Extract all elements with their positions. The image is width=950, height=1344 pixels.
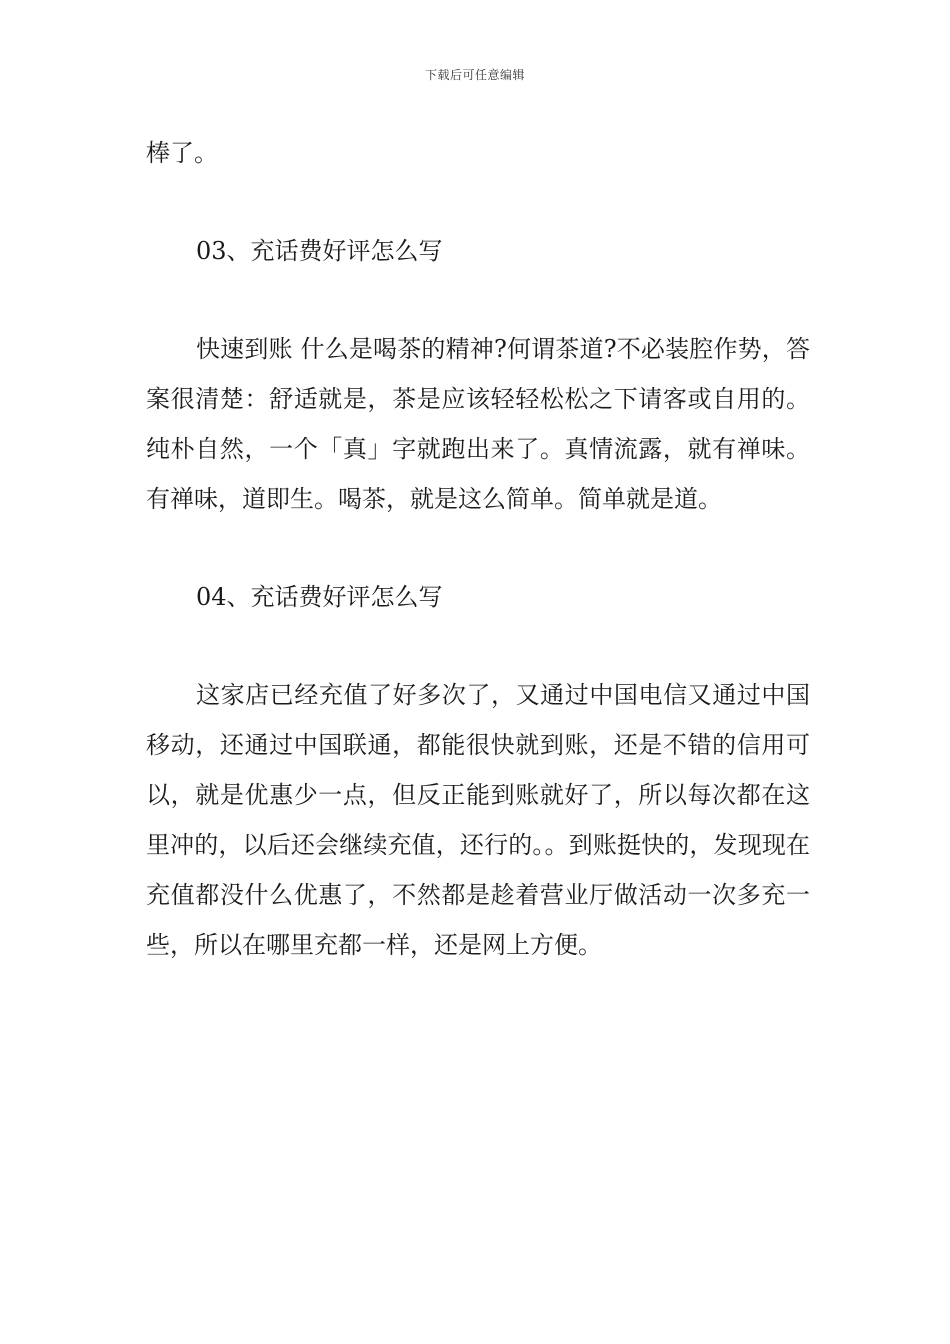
section-04-body: 这家店已经充值了好多次了，又通过中国电信又通过中国移动，还通过中国联通，都能很快就到账，还是不错的信用可以，就是优惠少一点，但反正能到账就好了，所以每次都在这里冲的，以后还会继续充值，还行的。。到账挺快的，发现现在充值都没什么优惠了，不然都是趁着营业厅做活动一次多充一些，所以在哪里充都一样，还是网上方便。 — [146, 681, 810, 959]
section-03-body: 快速到账 什么是喝茶的精神?何谓茶道?不必装腔作势，答案很清楚：舒适就是，茶是应该轻轻松松之下请客或自用的。纯朴自然，一个「真」字就跑出来了。真情流露，就有禅味。有禅味，道即生。喝茶，就是这么简单。简单就是道。 — [146, 335, 810, 513]
continuation-text: 棒了。 — [146, 139, 218, 167]
spacer — [146, 276, 810, 324]
section-03-heading: 03、充话费好评怎么写 — [196, 237, 443, 265]
header-note: 下载后可任意编辑 — [424, 68, 525, 82]
document-body — [146, 128, 810, 970]
spacer — [146, 622, 810, 670]
spacer — [146, 524, 810, 572]
section-04-heading: 04、充话费好评怎么写 — [196, 583, 443, 611]
spacer — [146, 178, 810, 226]
